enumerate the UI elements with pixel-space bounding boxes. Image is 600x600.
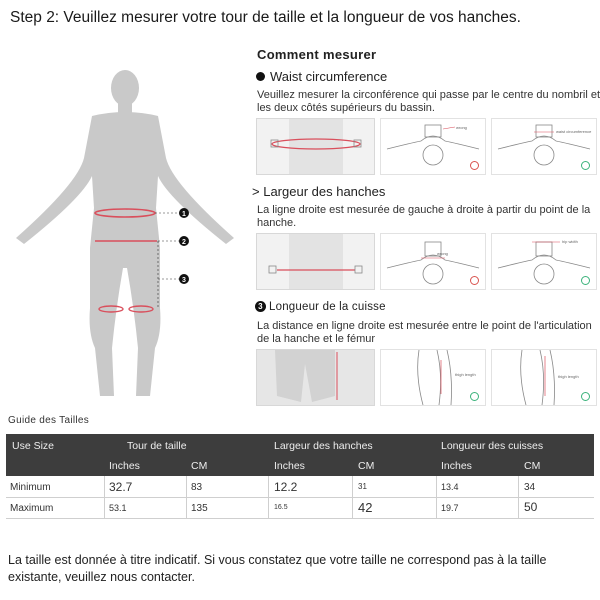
section-thigh-label: 3 Longueur de la cuisse: [255, 301, 386, 313]
thumb-label-thigh: thigh length: [455, 372, 476, 377]
table-divider: [6, 497, 594, 498]
header-hips: Largeur des hanches: [274, 440, 373, 452]
unit-thigh-inches: Inches: [441, 460, 472, 472]
unit-thigh-cm: CM: [524, 460, 541, 472]
size-guide-title: Guide des Tailles: [8, 415, 90, 426]
correct-icon: [581, 392, 590, 401]
how-to-heading: Comment mesurer: [257, 47, 377, 62]
thumb-label-wrong-2: wrong: [437, 251, 448, 256]
cell-max-thigh-in: 19.7: [441, 503, 459, 513]
unit-waist-inches: Inches: [109, 460, 140, 472]
section-hip-label: > Largeur des hanches: [252, 184, 386, 199]
correct-icon: [581, 276, 590, 285]
section-thigh-description: La distance en ligne droite est mesurée entre le point de l'articulation de la hanche et le fémur: [257, 320, 592, 345]
body-figure: [0, 58, 250, 403]
thumb-label-waist: waist circumference: [556, 129, 592, 134]
cell-min-hips-cm: 31: [358, 482, 367, 491]
waist-thumb-correct: [491, 118, 597, 175]
page-title: Step 2: Veuillez mesurer votre tour de taille et la longueur de vos hanches.: [10, 9, 521, 26]
hip-thumb-correct: [491, 233, 597, 290]
cell-min-waist-in: 32.7: [109, 480, 133, 494]
correct-icon: [581, 161, 590, 170]
bullet-icon: [256, 72, 265, 81]
row-label-maximum: Maximum: [10, 503, 54, 514]
row-label-minimum: Minimum: [10, 482, 51, 493]
section-waist-description: Veuillez mesurer la circonférence qui passe par le centre du nombril et les deux côtés supérieurs du bassin.: [257, 89, 600, 114]
cell-min-thigh-in: 13.4: [441, 482, 459, 492]
cell-max-hips-in: 16.5: [274, 504, 288, 511]
thigh-thumb-3: [491, 349, 597, 406]
thigh-thumb-1: [256, 349, 375, 406]
cell-min-hips-in: 12.2: [274, 480, 298, 494]
section-hip-description: La ligne droite est mesurée de gauche à droite à partir du point de la hanche.: [257, 204, 591, 229]
waist-thumb-1: [256, 118, 375, 175]
footer-note: La taille est donnée à titre indicatif. Si vous constatez que votre taille ne correspond pas à la taille existante, veuillez nous contacter.: [8, 553, 547, 584]
callout-3: 3: [182, 277, 186, 284]
cell-min-thigh-cm: 34: [524, 482, 536, 493]
correct-icon: [470, 392, 479, 401]
cell-max-hips-cm: 42: [358, 500, 373, 515]
thumb-label-hip: hip width: [562, 239, 578, 244]
cell-max-waist-in: 53.1: [109, 503, 127, 513]
callout-2: 2: [182, 239, 186, 246]
cell-max-waist-cm: 135: [191, 503, 208, 514]
cell-max-thigh-cm: 50: [524, 500, 538, 514]
header-thigh: Longueur des cuisses: [441, 440, 544, 452]
wrong-icon: [470, 276, 479, 285]
unit-waist-cm: CM: [191, 460, 208, 472]
waist-thumb-wrong: [380, 118, 486, 175]
hip-thumb-wrong: [380, 233, 486, 290]
header-waist: Tour de taille: [127, 440, 187, 452]
unit-hips-inches: Inches: [274, 460, 305, 472]
thumb-label-thigh-2: thigh length: [558, 374, 579, 379]
cell-min-waist-cm: 83: [191, 482, 203, 493]
unit-hips-cm: CM: [358, 460, 375, 472]
wrong-icon: [470, 161, 479, 170]
callout-1: 1: [182, 211, 186, 218]
hip-thumb-1: [256, 233, 375, 290]
table-divider: [6, 518, 594, 519]
number-3-icon: 3: [255, 301, 266, 312]
section-waist-label: Waist circumference: [256, 69, 387, 84]
header-use-size: Use Size: [12, 440, 55, 452]
thumb-label-wrong: wrong: [456, 125, 467, 130]
thigh-thumb-2: [380, 349, 486, 406]
